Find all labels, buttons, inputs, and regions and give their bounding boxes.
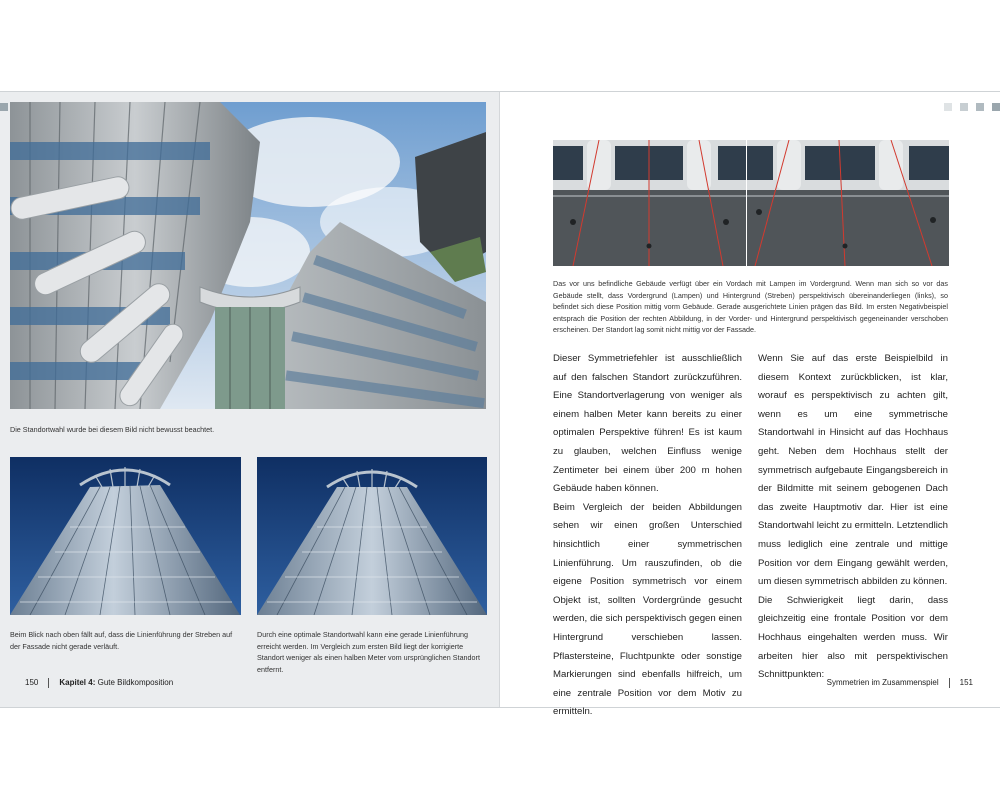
left-page	[0, 92, 500, 707]
page-corner-marker	[976, 103, 984, 111]
left-folio	[25, 678, 173, 688]
photo-facade-shifted	[747, 140, 949, 266]
body-paragraph: Die Schwierigkeit liegt darin, dass gleichzeitig eine frontale Position vor dem Hochhaus eingehalten werden muss. Wir arbeiten hier also mit perspektivischen Schnittpunkten:	[758, 594, 948, 681]
photo-skyscraper-low-angle	[10, 102, 486, 409]
photo-facade-aligned	[553, 140, 746, 266]
body-column-left	[553, 350, 742, 722]
folio-separator	[949, 678, 950, 688]
chapter-title: Gute Bildkomposition	[97, 678, 174, 688]
right-page	[500, 92, 1000, 718]
body-paragraph: Dieser Symmetriefehler ist ausschließlich auf den falschen Standort zurückzuführen. Eine Standortverlagerung von weniger als einem halben Meter kann bereits zu einer optimalen Perspektive führen! Es ist kaum zu glauben, welchen Einfluss wenige Zentimeter bei einem über 200 m hohen Gebäude haben können.	[553, 353, 742, 495]
page-number-right: 151	[959, 678, 973, 688]
caption-facade-photos: Das vor uns befindliche Gebäude verfügt über ein Vordach mit Lampen im Vordergrund. Wenn man sich so vor das Gebäude stellt, dass Vordergrund (Lampen) und Hintergrund (Streben) perspektivisch übereinanderliegen (links), so befindet sich diese Position mittig vorm Gebäude. Gerade ausgerichtete Linien prägen das Bild. Im ersten Negativbeispiel entsprach die Position der rechten Abbildung, in der Vorder- und Hintergrund perspektivisch gegeneinander verschoben erscheinen. Der Standort lag somit nicht mittig vor der Fassade.	[553, 279, 948, 334]
body-column-right	[758, 350, 948, 688]
caption-top-photo: Die Standortwahl wurde bei diesem Bild nicht bewusst beachtet.	[10, 425, 215, 434]
page-corner-marker	[0, 103, 8, 111]
right-folio	[827, 678, 973, 688]
page-corner-marker	[944, 103, 952, 111]
body-paragraph: Wenn Sie auf das erste Beispielbild in diesem Kontext zurückblicken, ist klar, worauf es perspektivisch zu achten gilt, wenn es um eine symmetrische Standortwahl in Hinsicht auf das Hochhaus geht. Neben dem Hochhaus stellt der symmetrisch aufgebaute Eingangsbereich in der Bildmitte mit seinem gebogenen Dach das zweite Hauptmotiv dar. Hier ist eine Standortwahl leicht zu ermitteln. Letztendlich muss lediglich eine zentrale und mittige Position vor dem Eingang gewählt werden, um diesen symmetrisch abbilden zu können.	[758, 353, 948, 588]
page-number-left: 150	[25, 678, 39, 688]
caption-photo-before: Beim Blick nach oben fällt auf, dass die Linienführung der Streben auf der Fassade nicht gerade verläuft.	[10, 630, 233, 651]
caption-photo-after: Durch eine optimale Standortwahl kann eine gerade Linienführung erreicht werden. Im Vergleich zum ersten Bild liegt der korrigierte Standort weniger als einen halben Meter vom ursprünglichen Standort entfernt.	[257, 630, 480, 674]
photo-tower-before	[10, 457, 241, 615]
section-title: Symmetrien im Zusammenspiel	[826, 678, 939, 688]
photo-tower-after	[257, 457, 487, 615]
body-paragraph: Beim Vergleich der beiden Abbildungen sehen wir einen großen Unterschied hinsichtlich einer symmetrischen Linienführung. Um rauszufinden, ob die eigene Position symmetrisch vor einem Objekt ist, sollten Vordergründe gesucht werden, die sich perspektivisch gegen einen Hintergrund verschieben lassen. Pflastersteine, Fluchtpunkte oder sonstige Markierungen sind ebenfalls hilfreich, um eine zentrale Position vor dem Motiv zu ermitteln.	[553, 501, 742, 718]
page-corner-marker	[992, 103, 1000, 111]
page-corner-marker	[960, 103, 968, 111]
chapter-label: Kapitel 4:	[59, 678, 96, 688]
folio-separator	[48, 678, 49, 688]
book-spread	[0, 91, 1000, 718]
